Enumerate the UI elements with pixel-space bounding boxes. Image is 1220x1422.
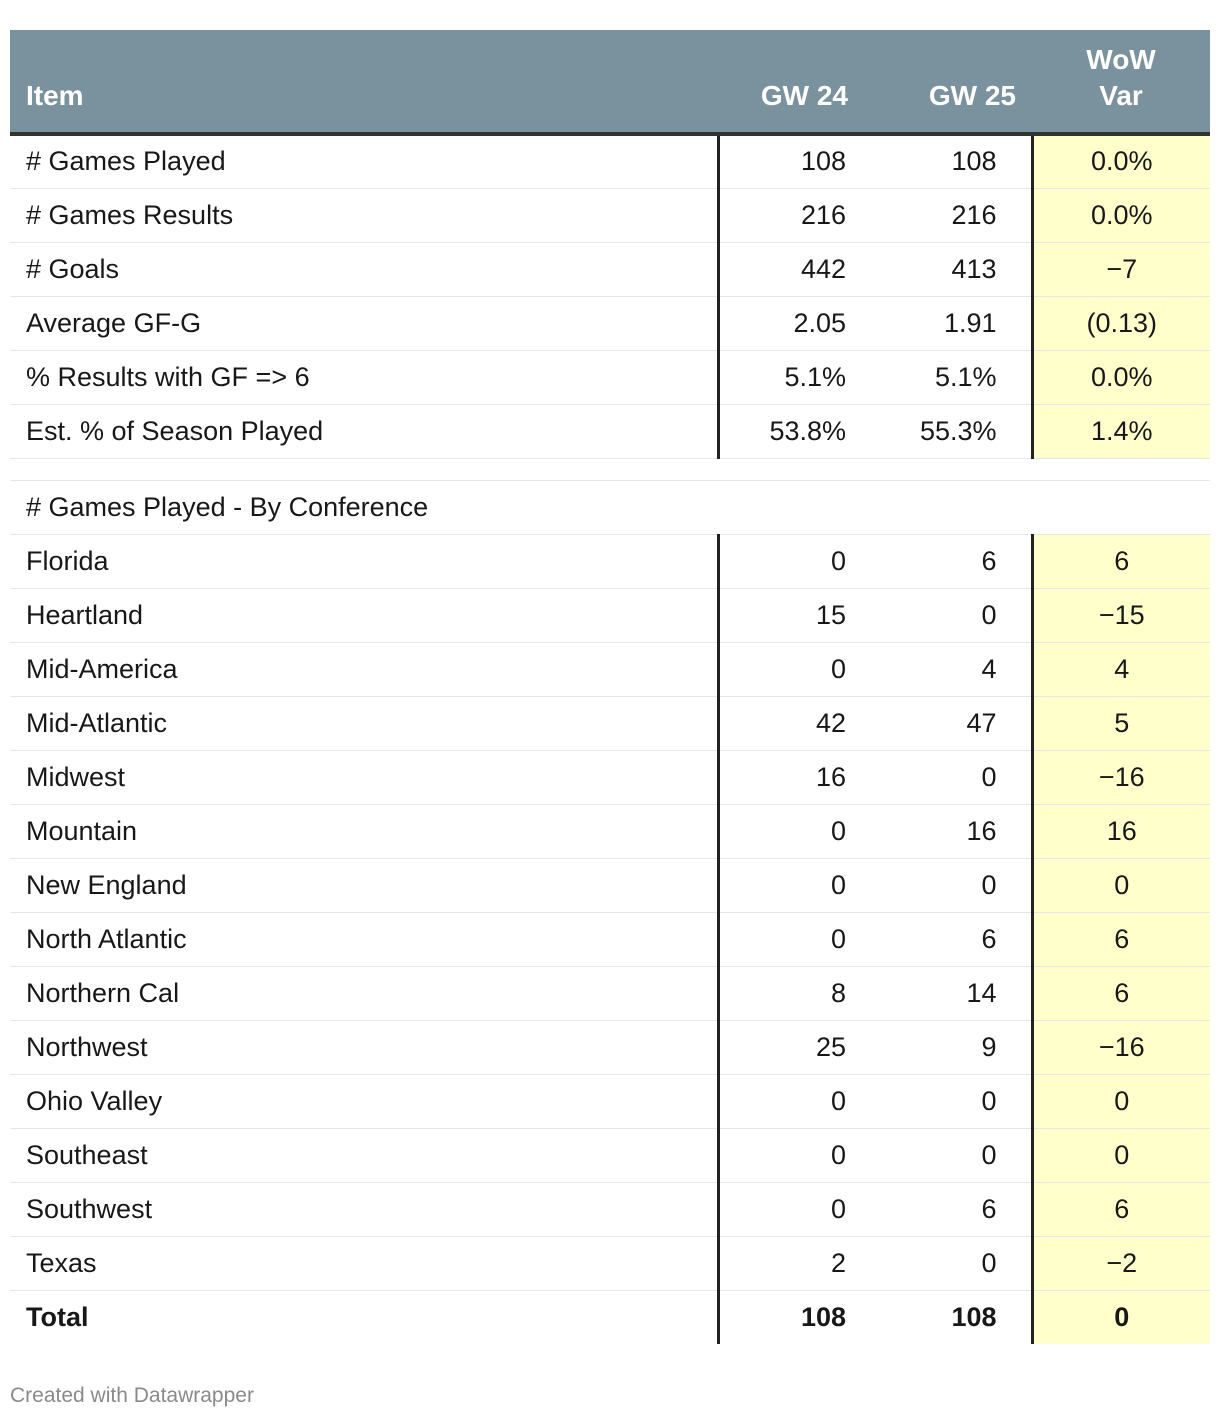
cell-wow-var: −16 [1032,1020,1210,1074]
table-row [10,350,1210,404]
table-row [10,188,1210,242]
table-row [10,696,1210,750]
cell-gw25: 4 [864,642,1032,696]
header-gw24[interactable]: GW 24 [718,30,864,134]
cell-gw25: 5.1% [864,350,1032,404]
cell-gw25: 6 [864,912,1032,966]
table-row [10,296,1210,350]
cell-gw24: 0 [718,858,864,912]
table-header [10,30,1210,134]
cell-wow-var: 16 [1032,804,1210,858]
header-wow-var-line1: WoW [1086,44,1156,75]
cell-item: North Atlantic [10,912,718,966]
table-row [10,1182,1210,1236]
footer-credit: Created with Datawrapper [10,1384,254,1407]
cell-gw24: 0 [718,1128,864,1182]
cell-wow-var: −7 [1032,242,1210,296]
cell-gw24: 442 [718,242,864,296]
table-row [10,1020,1210,1074]
cell-gw25: 413 [864,242,1032,296]
cell-wow-var: 0.0% [1032,350,1210,404]
cell-gw24: 0 [718,1074,864,1128]
table-row [10,134,1210,188]
cell-gw25: 14 [864,966,1032,1020]
cell-gw25: 1.91 [864,296,1032,350]
cell-item: Southwest [10,1182,718,1236]
header-wow-var[interactable] [1032,30,1210,134]
cell-item: # Goals [10,242,718,296]
cell-wow-var: 0.0% [1032,134,1210,188]
table-row [10,750,1210,804]
table-row [10,1236,1210,1290]
cell-gw24: 8 [718,966,864,1020]
cell-wow-var: 6 [1032,1182,1210,1236]
cell-wow-var: 1.4% [1032,404,1210,458]
cell-item: Midwest [10,750,718,804]
cell-wow-var: 6 [1032,966,1210,1020]
cell-gw25: 0 [864,858,1032,912]
cell-gw24: 108 [718,134,864,188]
table-row [10,242,1210,296]
cell-wow-var: 6 [1032,534,1210,588]
cell-gw24: 0 [718,912,864,966]
cell-gw24: 2.05 [718,296,864,350]
header-item[interactable]: Item [10,30,718,134]
table-row [10,642,1210,696]
cell-item: Average GF-G [10,296,718,350]
cell-gw25: 0 [864,750,1032,804]
cell-item: Ohio Valley [10,1074,718,1128]
table-row [10,966,1210,1020]
cell-gw25: 108 [951,1301,997,1332]
cell-item: Northwest [10,1020,718,1074]
cell-gw25: 0 [864,1236,1032,1290]
table-row [10,404,1210,458]
section-title-row [10,480,1210,534]
cell-wow-var: (0.13) [1032,296,1210,350]
cell-item: Heartland [10,588,718,642]
cell-item: Florida [10,534,718,588]
cell-item: Texas [10,1236,718,1290]
cell-gw24: 25 [718,1020,864,1074]
total-row [10,1290,1210,1344]
cell-gw25: 0 [864,1074,1032,1128]
cell-gw24: 0 [718,534,864,588]
cell-item: % Results with GF => 6 [10,350,718,404]
section-spacer [10,458,1210,480]
cell-gw25: 47 [864,696,1032,750]
cell-gw25: 16 [864,804,1032,858]
cell-item: Total [26,1301,89,1332]
cell-gw24: 0 [718,642,864,696]
cell-wow-var: 0.0% [1032,188,1210,242]
cell-gw25: 6 [864,1182,1032,1236]
data-table-container [10,30,1210,1344]
cell-gw24: 108 [718,1290,864,1344]
cell-gw25: 6 [864,534,1032,588]
section-title: # Games Played - By Conference [10,480,1210,534]
cell-item: Est. % of Season Played [10,404,718,458]
cell-wow-var: −15 [1032,588,1210,642]
cell-gw24: 15 [718,588,864,642]
table-row [10,804,1210,858]
table-row [10,534,1210,588]
cell-gw25: 55.3% [864,404,1032,458]
cell-item: Mid-America [10,642,718,696]
cell-item: Northern Cal [10,966,718,1020]
table-row [10,588,1210,642]
cell-gw25: 0 [864,1128,1032,1182]
header-gw25[interactable]: GW 25 [864,30,1032,134]
cell-gw25: 216 [864,188,1032,242]
cell-item: # Games Played [10,134,718,188]
spacer-cell [10,458,1210,480]
cell-gw24: 0 [718,1182,864,1236]
header-wow-var-line2: Var [1099,80,1143,111]
cell-wow-var: −2 [1032,1236,1210,1290]
cell-wow-var: 0 [1032,858,1210,912]
table-row [10,858,1210,912]
cell-wow-var: 4 [1032,642,1210,696]
table-body [10,134,1210,1344]
table-row [10,1128,1210,1182]
cell-gw24: 2 [718,1236,864,1290]
cell-wow-var: 0 [1032,1128,1210,1182]
table-row [10,912,1210,966]
cell-item: New England [10,858,718,912]
cell-wow-var: 6 [1032,912,1210,966]
header-row [10,30,1210,134]
cell-item: Mid-Atlantic [10,696,718,750]
cell-gw24: 53.8% [718,404,864,458]
cell-wow-var: 5 [1032,696,1210,750]
cell-gw24: 42 [718,696,864,750]
cell-gw24: 0 [718,804,864,858]
cell-wow-var: 0 [1032,1290,1210,1344]
cell-gw24: 16 [718,750,864,804]
cell-gw25: 9 [864,1020,1032,1074]
cell-item: Mountain [10,804,718,858]
cell-gw24: 216 [718,188,864,242]
cell-wow-var: 0 [1032,1074,1210,1128]
cell-gw24: 5.1% [718,350,864,404]
cell-wow-var: −16 [1032,750,1210,804]
cell-gw25: 108 [864,134,1032,188]
cell-item: Southeast [10,1128,718,1182]
data-table [10,30,1210,1344]
cell-item: # Games Results [10,188,718,242]
table-row [10,1074,1210,1128]
cell-gw25: 0 [864,588,1032,642]
